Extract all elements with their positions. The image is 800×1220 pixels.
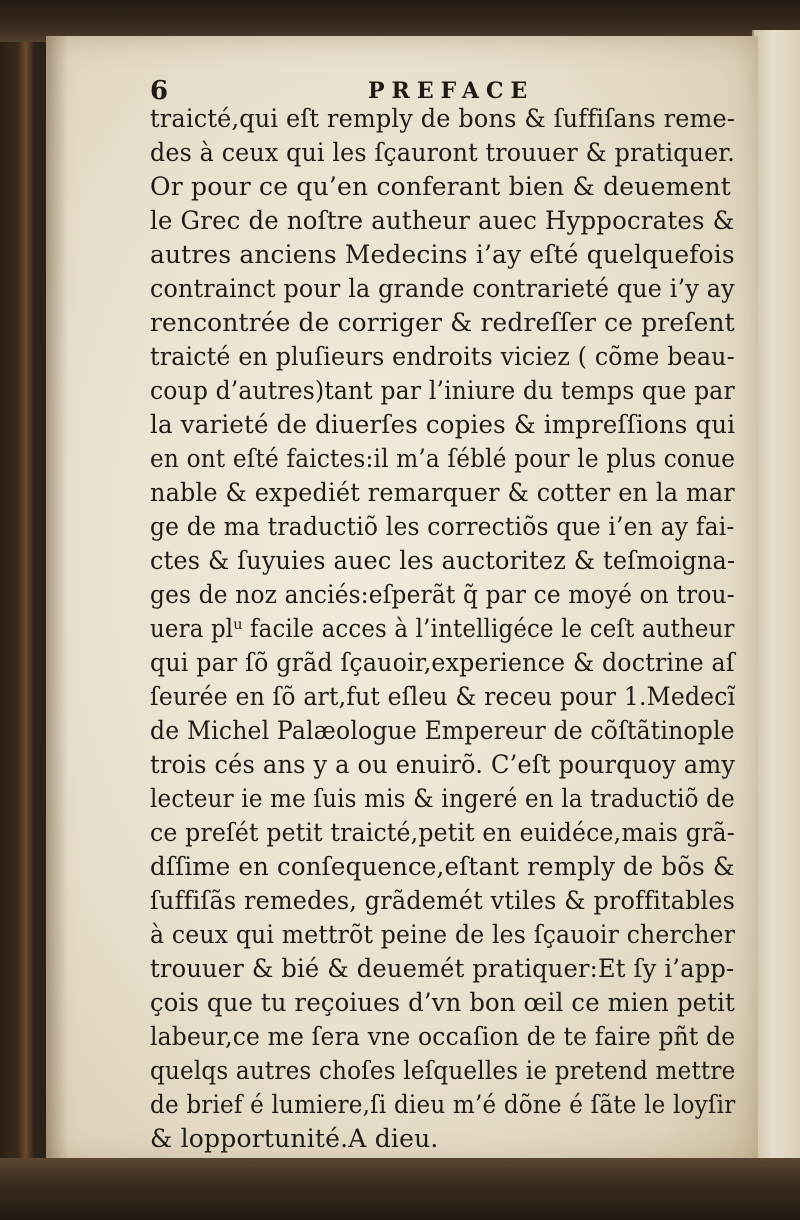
text-line: ſuffiſãs remedes, grãdemét vtiles & proffitables [150, 886, 736, 915]
text-line: ſeurée en ſõ art,fut eſleu & receu pour 1.Medecĩ [150, 682, 736, 711]
binding-bottom [0, 1158, 800, 1220]
text-line: des à ceux qui les ſçauront trouuer & pratiquer. [150, 138, 735, 167]
running-title: PREFACE [368, 78, 535, 104]
text-line: trois cés ans y a ou enuirõ. C’eſt pourquoy amy [150, 750, 736, 779]
text-line: lecteur ie me ſuis mis & ingeré en la traductiõ de [150, 784, 735, 813]
text-line: à ceux qui mettrõt peine de les ſçauoir chercher [150, 920, 736, 949]
text-line: de brief é lumiere,ſi dieu m’é dõne é ſãte le loyſir [150, 1090, 736, 1119]
text-line: de Michel Palæologue Empereur de cõſtãtinople [150, 716, 735, 745]
text-line: qui par ſõ grãd ſçauoir,experience & doctrine aſ [150, 648, 735, 677]
text-line: le Grec de noſtre autheur auec Hyppocrates & [150, 206, 735, 235]
text-line: dſſime en conſequence,eſtant remply de bõs & [150, 852, 735, 881]
text-line: uera plᵘ facile acces à l’intelligéce le ceſt autheur [150, 614, 735, 643]
text-line: trouuer & bié & deuemét pratiquer:Et ſy i’app- [150, 954, 735, 983]
text-line: traicté,qui eſt remply de bons & ſuffiſans reme- [150, 104, 736, 133]
text-line: labeur,ce me ſera vne occaſion de te faire pñt de [150, 1022, 736, 1051]
text-line: ctes & ſuyuies auec les auctoritez & teſmoigna- [150, 546, 736, 575]
text-line: ge de ma traductiõ les correctiõs que i’en ay fai- [150, 512, 735, 541]
page-number: 6 [150, 76, 169, 106]
facing-page-edge [752, 30, 800, 1170]
text-line: contrainct pour la grande contrarieté que i’y ay [150, 274, 735, 303]
text-line: ce preſét petit traicté,petit en euidéce,mais grã- [150, 818, 735, 847]
text-line: & lopportunité.A dieu. [150, 1124, 439, 1153]
text-line: coup d’autres)tant par l’iniure du temps que par [150, 376, 735, 405]
text-line: çois que tu reçoiues d’vn bon œil ce mien petit [150, 988, 735, 1017]
text-line: la varieté de diuerſes copies & impreſſions qui [150, 410, 736, 439]
text-line: autres anciens Medecins i’ay eſté quelquefois [150, 240, 735, 269]
text-line: rencontrée de corriger & redreſſer ce preſent [150, 308, 735, 337]
text-line: Or pour ce qu’en conferant bien & deuement [150, 172, 732, 201]
text-line: quelqs autres choſes leſquelles ie pretend mettre [150, 1056, 736, 1085]
text-line: nable & expediét remarquer & cotter en la mar [150, 478, 735, 507]
text-line: en ont eſté faictes:il m’a ſéblé pour le plus conue [150, 444, 736, 473]
text-line: traicté en pluſieurs endroits viciez ( cõme beau- [150, 342, 735, 371]
text-line: ges de noz anciés:eſperãt q̃ par ce moyé on trou- [150, 580, 735, 609]
